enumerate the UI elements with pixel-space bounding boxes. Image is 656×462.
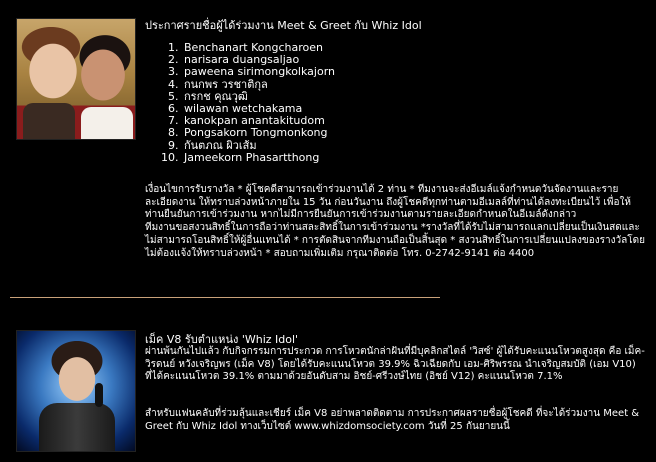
terms-text (145, 184, 645, 260)
terms-paragraph: ทีมงานขอสงวนสิทธิ์ในการถือว่าท่านสละสิทธิ์ในการเข้าร่วมงาน *รางวัลที่ได้รับไม่สามารถแลกเปลี่ยนเป็นเงินสดและไม่สามารถโอนสิทธิ์ให้ผู้อื่นแทนได้ * การตัดสินจากทีมงานถือเป็นสิ้นสุด * สงวนสิทธิ์ในการเปลี่ยนแปลงของรางวัลโดยไม่ต้องแจ้งให้ทราบล่วงหน้า * สอบถามเพิ่มเติม กรุณาติดต่อ โทร. 0-2742-9141 ต่อ 4400 (145, 222, 645, 259)
winner-item: 3. paweena sirimongkolkajorn (182, 66, 335, 78)
winner-item: 1. Benchanart Kongcharoen (182, 42, 335, 54)
winner-item: 9. กันตภณ ผิวเส้ม (182, 140, 335, 152)
singer-figure (39, 403, 115, 451)
person-left-figure (23, 103, 75, 139)
news-note: สำหรับแฟนคลับที่ร่วมลุ้นและเชียร์ เม็ค V8 อย่าพลาดติดตาม การประกาศผลรายชื่อผู้โชคดี ที่จะได้ร่วมงาน Meet & Greet กับ Whiz Idol ทางเว็บไซต์ www.whizdomsociety.com วันที่ 25 กันยายนนี้ (145, 408, 640, 432)
winner-item: 10. Jameekorn Phasartthong (182, 152, 335, 164)
winner-item: 5. กรกช คุณวุฒิ (182, 91, 335, 103)
winner-item: 7. kanokpan anantakitudom (182, 115, 335, 127)
news-title: เม็ค V8 รับตำแหน่ง 'Whiz Idol' (145, 333, 299, 346)
section-divider (10, 297, 440, 298)
winner-item: 8. Pongsakorn Tongmonkong (182, 127, 335, 139)
news-body: ผ่านพ้นกันไปแล้ว กับกิจกรรมการประกวด การโหวตนักล่าฝันที่มีบุคลิกสไตล์ 'วิสซ์' ผู้ได้รับคะแนนโหวตสูงสุด คือ เม็ค-วิรดนย์ หวังเจริญพร (เม็ค V8) โดยได้รับคะแนนโหวต 39.9% ฉิวเฉียดกับ เอม-ศิริพรรณ นำเจริญสมบัติ (เอม V10) ที่ได้คะแนนโหวต 39.1% ตามมาด้วยอันดับสาม อิชย์-ศรีวงษ์ไทย (อิชย์ V12) คะแนนโหวต 7.1% (145, 346, 645, 383)
winners-list (162, 42, 335, 164)
winner-item: 4. กนกพร วรชาติกุล (182, 79, 335, 91)
singer-photo (16, 330, 136, 452)
meet-greet-photo (16, 18, 136, 140)
winner-item: 2. narisara duangsaljao (182, 54, 335, 66)
announcement-title: ประกาศรายชื่อผู้ได้ร่วมงาน Meet & Greet กับ Whiz Idol (145, 19, 422, 32)
person-right-figure (81, 107, 133, 139)
winner-item: 6. wilawan wetchakama (182, 103, 335, 115)
microphone-icon (95, 383, 103, 407)
terms-paragraph: เงื่อนไขการรับรางวัล * ผู้โชคดีสามารถเข้าร่วมงานได้ 2 ท่าน * ทีมงานจะส่งอีเมล์แจ้งกำหนดวันจัดงานและรายละเอียดงาน ให้ทราบล่วงหน้าภายใน 15 วัน ก่อนวันงาน ถึงผู้โชคดีทุกท่านตามอีเมลล์ที่ท่านได้ลงทะเบียนไว้ เพื่อให้ท่านยืนยันการเข้าร่วมงาน หากไม่มีการยืนยันการเข้าร่วมงานตามรายละเอียดกำหนดในอีเมล์ดังกล่าว (145, 184, 631, 221)
